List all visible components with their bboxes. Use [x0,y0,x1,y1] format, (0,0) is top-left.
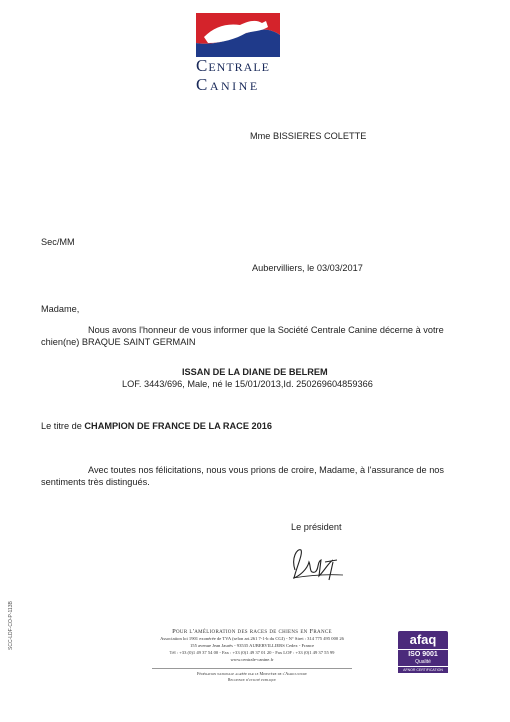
footer-line-3: Tél : +33 (0)1 49 37 54 00 - Fax : +33 (0)1 49 37 01 20 - Fax LOF : +33 (0)1 49 37 55 99 [169,650,335,655]
intro-line-2: chien(ne) BRAQUE SAINT GERMAIN [41,337,196,347]
afaq-quality-text: Qualité [398,659,448,666]
footer-divider [152,668,352,669]
logo-text-centrale: Centrale [196,56,270,75]
logo-text-canine: Canine [196,75,260,94]
reference-code: Sec/MM [41,237,75,247]
footer-line-4: www.centrale-canine.fr [230,657,274,662]
place-and-date: Aubervilliers, le 03/03/2017 [252,263,363,273]
centrale-canine-logo [196,13,280,57]
footer-line-1: Association loi 1901 exonérée de TVA (selon art.261 7-1-b du CGI) - N° Siret : 314 775 495 000 26 [160,636,344,641]
intro-line-1: Nous avons l'honneur de vous informer que la Société Centrale Canine décerne à votre [88,325,444,335]
handwritten-signature [285,540,355,585]
afaq-iso-text: ISO 9001 [398,649,448,659]
afaq-logo-text: afaq [398,631,448,649]
dog-details: LOF. 3443/696, Male, né le 15/01/2013,Id. 250269604859366 [122,379,373,389]
dog-name: ISSAN DE LA DIANE DE BELREM [182,367,328,377]
salutation: Madame, [41,304,80,314]
title-value: CHAMPION DE FRANCE DE LA RACE 2016 [84,421,272,431]
footer [110,628,394,683]
afaq-cert-text: AFNOR CERTIFICATION [398,666,448,673]
footer-heading: Pour l'amélioration des races de chiens en France [172,628,332,635]
closing-line-2: sentiments très distingués. [41,477,150,487]
afaq-iso-badge [398,631,448,681]
side-document-code: SCC-LDF-CO-P-113B [8,601,14,650]
footer-federation-2: Reconnue d'utilité publique [228,678,276,682]
recipient-name: Mme BISSIERES COLETTE [250,131,367,141]
closing-line-1: Avec toutes nos félicitations, nous vous prions de croire, Madame, à l'assurance de nos [88,465,445,475]
title-line [41,420,272,432]
footer-federation-1: Fédération nationale agréée par le Ministère de l'Agriculture [197,671,307,676]
title-prefix: Le titre de [41,421,85,431]
signatory-title: Le président [291,522,342,532]
footer-line-2: 155 avenue Jean Jaurès - 93535 AUBERVILLIERS Cedex - France [189,643,314,648]
